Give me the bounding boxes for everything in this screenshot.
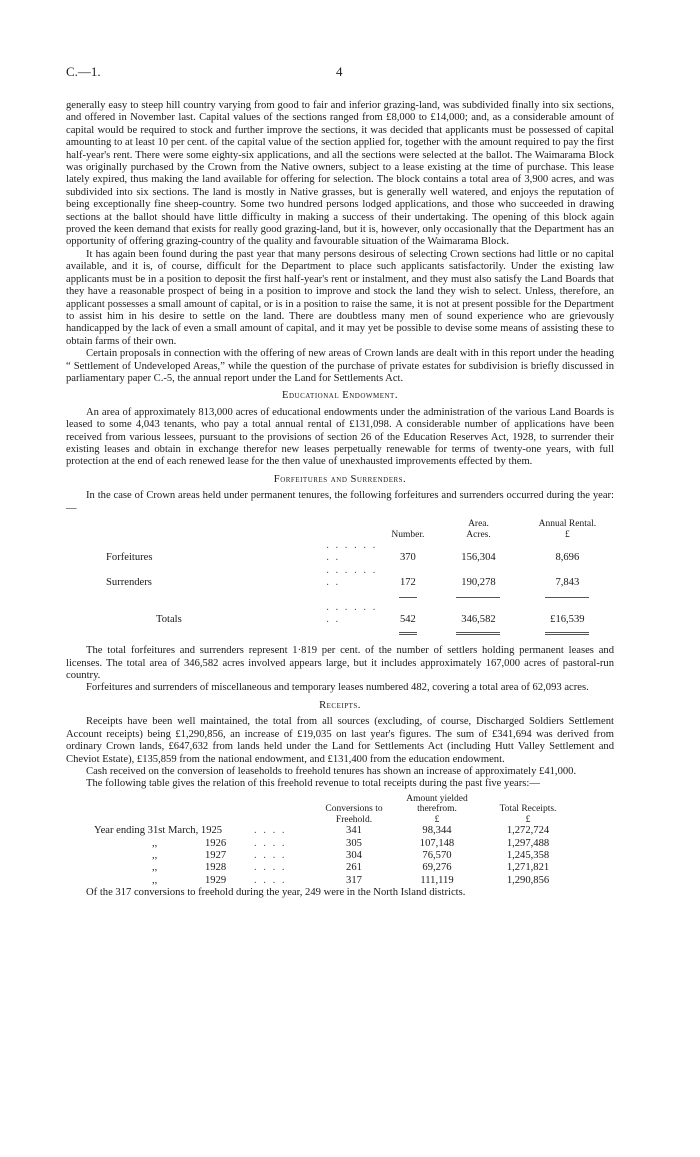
cell-amount: 107,148 <box>419 837 455 849</box>
rule <box>456 597 500 598</box>
paragraph-capital: It has again been found during the past year that many persons desirous of selecting Crown sections had little or no capital available, and it is, of course, difficult for the Department to place such applicants satisfactorily. Under the existing law applicants must be in a position to deposit the first half-year's rent or instalment, and they must also satisfy the Land Boards that they have a reasonable prospect of being in a position to improve and stock the land they wish to select. Unless, therefore, an applicant possesses a small amount of capital, or is in a position to raise the same, it is not at present possible for the Department to assist him in his desire to settle on the land. There are doubtless many men of sound experience who are grievously handicapped by the lack of even a small amount of capital, and it may yet be possible to devise some means of assisting these to obtain farms of their own. <box>66 248 614 347</box>
paragraph-receipts: Receipts have been well maintained, the total from all sources (excluding, of course, Discharged Soldiers Settlement Account receipts) being £1,290,856, an increase of £19,035 on last year's figures. The sum of £341,694 was derived from ordinary Crown lands, £647,632 from lands held under the Land for Settlements Act (including Hutt Valley Settlement and Cheviot Estate), £135,859 from the national endowment, and £131,400 from the education endowment. <box>66 716 614 765</box>
cell-total: 1,271,821 <box>506 862 550 874</box>
paragraph-miscellaneous-leases: Forfeitures and surrenders of miscellaneous and temporary leases numbered 482, covering a total area of 62,093 acres. <box>86 682 589 694</box>
table-row <box>94 825 576 837</box>
double-rule <box>456 632 500 635</box>
column-header-total <box>480 794 576 826</box>
cell-number: 370 <box>399 552 416 564</box>
column-header-area <box>436 519 520 540</box>
cell-conversions: 317 <box>346 874 362 886</box>
leader-dots: . . . . <box>254 874 287 886</box>
cell-conversions: 341 <box>346 825 362 837</box>
area-label: Area. <box>468 519 489 529</box>
row-label: ,, 1926 <box>152 837 227 849</box>
total-number: 542 <box>399 614 416 626</box>
row-label: Forfeitures <box>106 552 153 564</box>
totals-label: Totals <box>156 614 182 626</box>
total-label: Total Receipts. <box>499 804 557 815</box>
leader-dots: . . . . <box>254 850 287 862</box>
column-header-rental <box>521 519 614 540</box>
double-rule <box>399 632 417 635</box>
cell-total: 1,272,724 <box>506 825 550 837</box>
table-header-row <box>94 794 576 826</box>
cell-amount: 76,570 <box>422 850 452 862</box>
cell-amount: 111,119 <box>420 874 454 886</box>
total-unit: £ <box>525 814 531 825</box>
amount-unit: £ <box>434 814 440 825</box>
cell-total: 1,245,358 <box>506 850 550 862</box>
rental-unit: £ <box>564 529 570 540</box>
cell-amount: 69,276 <box>422 862 452 874</box>
cell-area: 190,278 <box>461 577 496 589</box>
paragraph-final: Of the 317 conversions to freehold during the year, 249 were in the North Island districts. <box>86 887 466 899</box>
total-rental: £16,539 <box>550 614 585 626</box>
column-header-number: Number. <box>391 529 425 540</box>
paragraph-cash-conversion: Cash received on the conversion of leaseholds to freehold tenures has shown an increase of approximately £41,000. <box>86 765 577 777</box>
heading-forfeitures: Forfeitures and Surrenders. <box>273 473 407 485</box>
cell-total: 1,290,856 <box>506 874 550 886</box>
table-row <box>106 540 614 565</box>
cell-conversions: 304 <box>346 850 362 862</box>
table-header-row <box>106 519 614 540</box>
paragraph-educational-endowment: An area of approximately 813,000 acres of educational endowments under the administration of the various Land Boards is leased to some 4,043 tenants, who pay a total annual rental of £131,098. A considerable number of applications have been received from various lessees, pursuant to the provisions of section 26 of the Education Reserves Act, 1928, to surrender their existing leases and obtain in exchange therefor new leases perpetually renewable for terms of twenty-one years, with full protection at the end of each renewed lease for the then value of unexhausted improvements effected by them. <box>66 406 614 468</box>
cell-conversions: 261 <box>346 862 362 874</box>
row-label: ,, 1927 <box>152 850 227 862</box>
rule <box>545 597 589 598</box>
cell-rental: 7,843 <box>555 577 580 589</box>
paragraph-proposals: Certain proposals in connection with the offering of new areas of Crown lands are dealt with in this report under the heading “ Settlement of Undeveloped Areas,” while the question of the purchase of private estates for subdivision is briefly discussed in parliamentary paper C.-5, the annual report under the Land for Settlements Act. <box>66 348 614 384</box>
cell-area: 156,304 <box>461 552 496 564</box>
row-label: Surrenders <box>106 577 152 589</box>
cell-amount: 98,344 <box>422 825 452 837</box>
receipts-table <box>94 794 576 888</box>
total-area: 346,582 <box>461 614 496 626</box>
cell-rental: 8,696 <box>555 552 580 564</box>
row-label: ,, 1928 <box>152 862 227 874</box>
leader-dots: . . . . <box>254 825 287 837</box>
area-unit: Acres. <box>466 529 491 540</box>
leader-dots: . . . . <box>254 862 287 874</box>
document-page <box>66 66 614 900</box>
cell-total: 1,297,488 <box>506 837 550 849</box>
leader-dots: . . . . . . . . <box>326 540 378 564</box>
cell-conversions: 305 <box>346 837 362 849</box>
table-row <box>106 565 614 590</box>
heading-receipts: Receipts. <box>319 699 361 711</box>
row-label: Year ending 31st March, 1925 <box>94 825 223 837</box>
table-row <box>94 862 576 874</box>
leader-dots: . . . . . . . . <box>326 564 378 589</box>
column-header-amount <box>394 794 480 826</box>
heading-educational-endowment: Educational Endowment. <box>282 390 398 402</box>
paragraph-waimarama: generally easy to steep hill country varying from good to fair and inferior grazing-land, was subdivided finally into six sections, and offered in November last. Capital values of the sections ranged from £8,000 to £14,000; and, as a considerable amount of capital would be required to stock and further improve the sections, it was decided that applicants must be possessed of capital amounting to at least 10 per cent. of the capital value of the section applied for, together with the amount required to pay the first half-year's rent. There were some eighty-six applications, and all the sections were selected at the ballot. The Waimarama Block was originally purchased by the Crown from the Native owners, subject to a lease existing at the time of purchase. This lease lately expired, thus making the land available for offering for selection. The block contains a total area of 3,900 acres, and was subdivided into six sections. The land is mostly in Native grasses, but is generally well watered, and enjoys the reputation of being exceptionally fine sheep-country. Some two hundred persons lodged applications, and those who succeeded in drawing sections at the ballot should have little difficulty in making a success of their undertaking. The opening of this block again proved the keen demand that exists for really good grazing-land, but it is, however, only occasionally that the Department has an opportunity of offering grazing-country of the quality and favourable situation of the Waimarama Block. <box>66 100 614 248</box>
table-row <box>94 838 576 850</box>
rule <box>399 597 417 598</box>
table-row <box>94 875 576 887</box>
rental-label: Annual Rental. <box>538 519 597 529</box>
document-code: C.—1. <box>66 64 101 79</box>
table-row <box>94 850 576 862</box>
leader-dots: . . . . . . . . <box>326 602 378 626</box>
column-header-conversions: Conversions to Freehold. <box>325 804 383 825</box>
double-rule <box>545 632 589 635</box>
paragraph-forfeitures-intro: In the case of Crown areas held under permanent tenures, the following forfeitures and surrenders occurred during the year:— <box>66 490 614 514</box>
forfeitures-table <box>106 519 614 639</box>
cell-number: 172 <box>399 577 416 589</box>
page-header <box>66 66 614 100</box>
paragraph-forfeitures-summary: The total forfeitures and surrenders represent 1·819 per cent. of the number of settlers holding permanent leases and licenses. The total area of 346,582 acres involved appears large, but it includes approximately 167,000 acres of pastoral-run country. <box>66 645 614 682</box>
totals-row <box>106 602 614 627</box>
page-number: 4 <box>336 64 343 79</box>
leader-dots: . . . . <box>254 837 287 849</box>
row-label: ,, 1929 <box>152 874 227 886</box>
amount-label: Amount yielded therefrom. <box>406 793 468 815</box>
paragraph-table-intro: The following table gives the relation of this freehold revenue to total receipts during the past five years:— <box>86 778 540 790</box>
